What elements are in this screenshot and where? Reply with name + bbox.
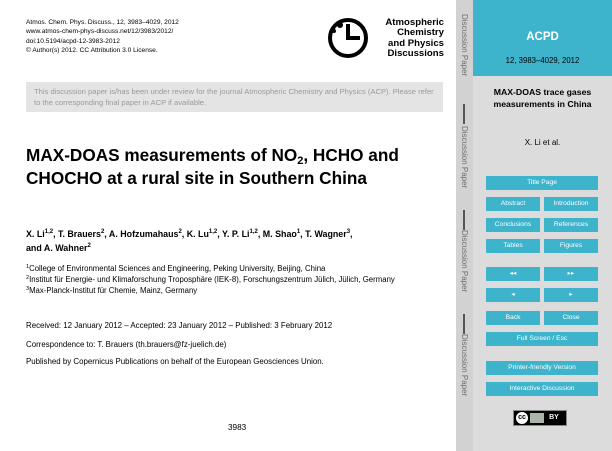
author: M. Shao$^1$,	[262, 229, 306, 239]
strip-label: Discussion Paper	[460, 14, 469, 77]
correspondence: Correspondence to: T. Brauers (th.brauers@fz-juelich.de)	[26, 340, 227, 349]
author: K. Lu$^{1,2}$,	[186, 229, 223, 239]
egu-logo-icon	[326, 15, 370, 59]
interactive-discussion-button[interactable]: Interactive Discussion	[486, 382, 598, 396]
title-page-button[interactable]: Title Page	[486, 176, 598, 190]
references-button[interactable]: References	[544, 218, 598, 232]
review-notice: This discussion paper is/has been under review for the journal Atmospheric Chemistry and Physics (ACP). Please refer to the corresponding final paper in ACP if available.	[26, 82, 443, 112]
strip-separator	[463, 314, 465, 334]
strip-label: Discussion Paper	[460, 334, 469, 397]
back-button[interactable]: Back	[486, 311, 540, 325]
citation-meta	[26, 18, 179, 56]
introduction-button[interactable]: Introduction	[544, 197, 598, 211]
url-line[interactable]: www.atmos-chem-phys-discuss.net/12/3983/2012/	[26, 28, 174, 36]
cc-license-icon[interactable]	[513, 410, 567, 426]
author: and A. Wahner$^2$	[26, 242, 91, 253]
author: X. Li$^{1,2}$,	[26, 229, 59, 239]
abstract-button[interactable]: Abstract	[486, 197, 540, 211]
author: T. Wagner$^3$,	[305, 229, 353, 239]
author-list	[26, 228, 451, 255]
license-line: © Author(s) 2012. CC Attribution 3.0 License.	[26, 47, 158, 55]
received-dates: Received: 12 January 2012 – Accepted: 23 January 2012 – Published: 3 February 2012	[26, 321, 333, 330]
tables-button[interactable]: Tables	[486, 239, 540, 253]
last-page-button[interactable]: ▸▸	[544, 267, 598, 281]
previous-page-button[interactable]: ◂	[486, 288, 540, 302]
volume-info: 12, 3983–4029, 2012	[505, 56, 580, 65]
printer-friendly-button[interactable]: Printer-friendly Version	[486, 361, 598, 375]
short-authors: X. Li et al.	[524, 138, 561, 147]
strip-label: Discussion Paper	[460, 126, 469, 189]
fullscreen-button[interactable]: Full Screen / Esc	[486, 332, 598, 346]
strip-separator	[463, 210, 465, 230]
author: T. Brauers$^2$,	[58, 229, 109, 239]
figures-button[interactable]: Figures	[544, 239, 598, 253]
doi-line: doi:10.5194/acpd-12-3983-2012	[26, 37, 120, 45]
next-page-button[interactable]: ▸	[544, 288, 598, 302]
close-button[interactable]: Close	[544, 311, 598, 325]
strip-label: Discussion Paper	[460, 230, 469, 293]
discussion-paper-strip	[456, 0, 473, 451]
citation-line: Atmos. Chem. Phys. Discuss., 12, 3983–4029, 2012	[26, 19, 179, 26]
panel-header	[473, 0, 612, 76]
author: Y. P. Li$^{1,2}$,	[222, 229, 263, 239]
cc-logo-icon: cc	[516, 412, 528, 424]
affiliation: $^1$College of Environmental Sciences and Engineering, Peking University, Beijing, China	[26, 264, 326, 273]
logo-wordmark: Atmospheric Chemistry and Physics Discussions	[385, 17, 444, 60]
navigation-panel	[473, 0, 612, 451]
page-number: 3983	[228, 423, 247, 432]
conclusions-button[interactable]: Conclusions	[486, 218, 540, 232]
affiliation: $^2$Institut für Energie- und Klimaforschung Troposphäre (IEK-8), Forschungszentrum Jülich, Jülich, Germany	[26, 275, 395, 285]
short-title: MAX-DOAS trace gases measurements in China	[493, 87, 592, 109]
paper-title: MAX-DOAS measurements of $NO_2$, HCHO and CHOCHO at a rural site in Southern China	[26, 145, 399, 188]
journal-logo	[326, 15, 446, 73]
affiliation: $^3$Max-Planck-Institut für Chemie, Mainz, Germany	[26, 286, 198, 296]
author: A. Hofzumahaus$^2$,	[108, 229, 187, 239]
first-page-button[interactable]: ◂◂	[486, 267, 540, 281]
affiliation-list	[26, 263, 451, 297]
strip-separator	[463, 104, 465, 124]
journal-abbrev: ACPD	[526, 31, 559, 43]
publisher-line: Published by Copernicus Publications on behalf of the European Geosciences Union.	[26, 357, 324, 366]
by-icon: BY	[544, 412, 564, 424]
